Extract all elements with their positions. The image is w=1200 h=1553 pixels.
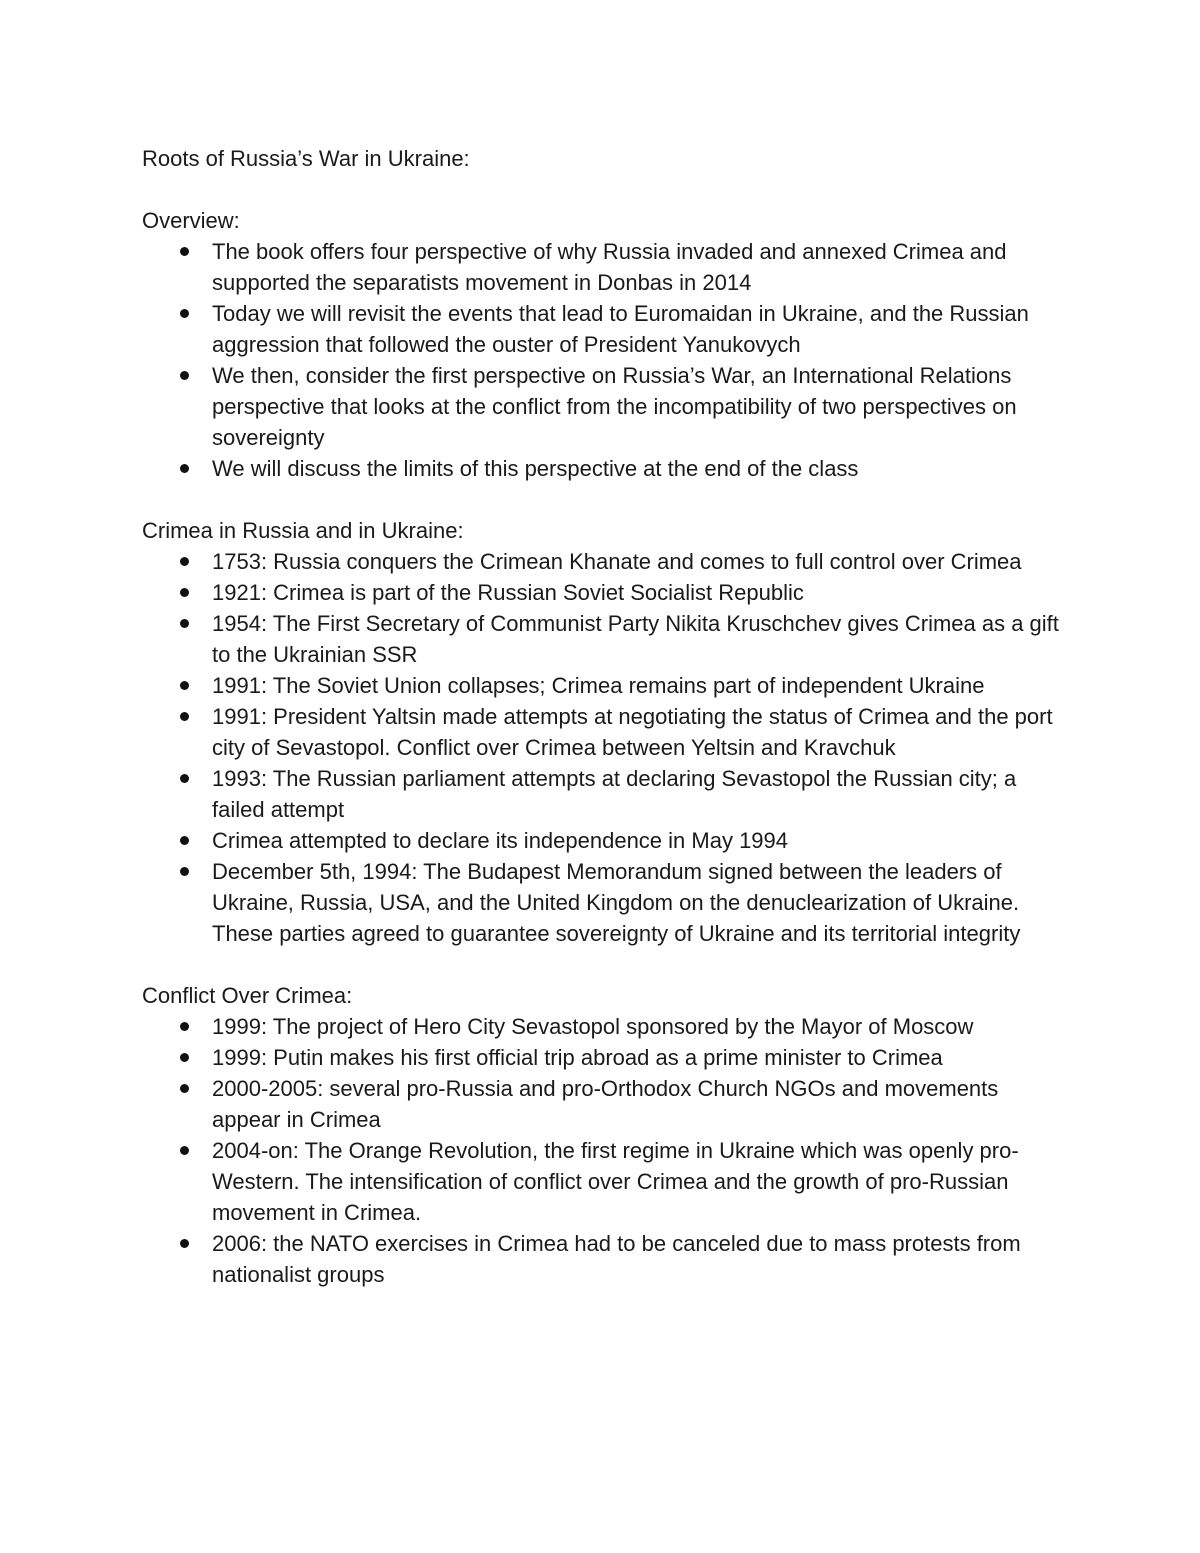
document-page (142, 143, 1072, 1321)
section-heading: Conflict Over Crimea: (142, 983, 353, 1008)
list-item (142, 763, 1072, 825)
section-crimea-in-russia-and-ukraine (142, 515, 1072, 949)
bullet-icon (180, 588, 189, 597)
bullet-icon (180, 1084, 189, 1093)
list-item-text: 2004-on: The Orange Revolution, the first regime in Ukraine which was openly pro-Western. The intensification of conflict over Crimea and the growth of pro-Russian movement in Crimea. (212, 1138, 1019, 1225)
bullet-icon (180, 309, 189, 318)
list-item-text: 2000-2005: several pro-Russia and pro-Orthodox Church NGOs and movements appear in Crimea (212, 1076, 999, 1132)
document-title: Roots of Russia’s War in Ukraine: (142, 146, 470, 171)
bullet-icon (180, 836, 189, 845)
bullet-icon (180, 619, 189, 628)
list-item-text: 1999: Putin makes his first official trip abroad as a prime minister to Crimea (212, 1045, 943, 1070)
list-item-text: Today we will revisit the events that lead to Euromaidan in Ukraine, and the Russian aggression that followed the ouster of President Yanukovych (212, 301, 1029, 357)
list-item-text: 1954: The First Secretary of Communist Party Nikita Kruschchev gives Crimea as a gift to the Ukrainian SSR (212, 611, 1059, 667)
section-heading: Crimea in Russia and in Ukraine: (142, 518, 464, 543)
list-item (142, 1228, 1072, 1290)
bullet-icon (180, 681, 189, 690)
bullet-icon (180, 1239, 189, 1248)
bullet-icon (180, 774, 189, 783)
bullet-list (142, 1011, 1072, 1290)
list-item-text: 2006: the NATO exercises in Crimea had to be canceled due to mass protests from nationalist groups (212, 1231, 1021, 1287)
bullet-icon (180, 712, 189, 721)
bullet-icon (180, 1146, 189, 1155)
list-item (142, 360, 1072, 453)
list-item (142, 608, 1072, 670)
list-item-text: 1991: The Soviet Union collapses; Crimea remains part of independent Ukraine (212, 673, 985, 698)
list-item (142, 1073, 1072, 1135)
bullet-icon (180, 464, 189, 473)
bullet-icon (180, 557, 189, 566)
list-item (142, 453, 1072, 484)
bullet-icon (180, 371, 189, 380)
list-item (142, 1042, 1072, 1073)
section-conflict-over-crimea (142, 980, 1072, 1290)
list-item-text: Crimea attempted to declare its independence in May 1994 (212, 828, 789, 853)
bullet-list (142, 236, 1072, 484)
list-item-text: 1753: Russia conquers the Crimean Khanate and comes to full control over Crimea (212, 549, 1022, 574)
list-item-text: December 5th, 1994: The Budapest Memorandum signed between the leaders of Ukraine, Russia, USA, and the United Kingdom on the denuclearization of Ukraine. These parties agreed to guarantee sovereignty of Ukraine and its territorial integrity (212, 859, 1021, 946)
list-item (142, 825, 1072, 856)
list-item-text: The book offers four perspective of why Russia invaded and annexed Crimea and supported the separatists movement in Donbas in 2014 (212, 239, 1007, 295)
list-item (142, 577, 1072, 608)
list-item (142, 236, 1072, 298)
list-item (142, 1135, 1072, 1228)
list-item (142, 1011, 1072, 1042)
list-item-text: 1921: Crimea is part of the Russian Soviet Socialist Republic (212, 580, 804, 605)
bullet-icon (180, 1053, 189, 1062)
section-heading: Overview: (142, 208, 240, 233)
bullet-icon (180, 867, 189, 876)
list-item-text: 1991: President Yaltsin made attempts at negotiating the status of Crimea and the port city of Sevastopol. Conflict over Crimea between Yeltsin and Kravchuk (212, 704, 1053, 760)
list-item-text: 1993: The Russian parliament attempts at declaring Sevastopol the Russian city; a failed attempt (212, 766, 1017, 822)
list-item (142, 546, 1072, 577)
list-item-text: 1999: The project of Hero City Sevastopol sponsored by the Mayor of Moscow (212, 1014, 974, 1039)
list-item-text: We will discuss the limits of this perspective at the end of the class (212, 456, 859, 481)
list-item (142, 298, 1072, 360)
section-overview (142, 205, 1072, 484)
bullet-list (142, 546, 1072, 949)
bullet-icon (180, 1022, 189, 1031)
list-item (142, 701, 1072, 763)
list-item (142, 856, 1072, 949)
list-item (142, 670, 1072, 701)
list-item-text: We then, consider the first perspective on Russia’s War, an International Relations perspective that looks at the conflict from the incompatibility of two perspectives on sovereignty (212, 363, 1017, 450)
bullet-icon (180, 247, 189, 256)
